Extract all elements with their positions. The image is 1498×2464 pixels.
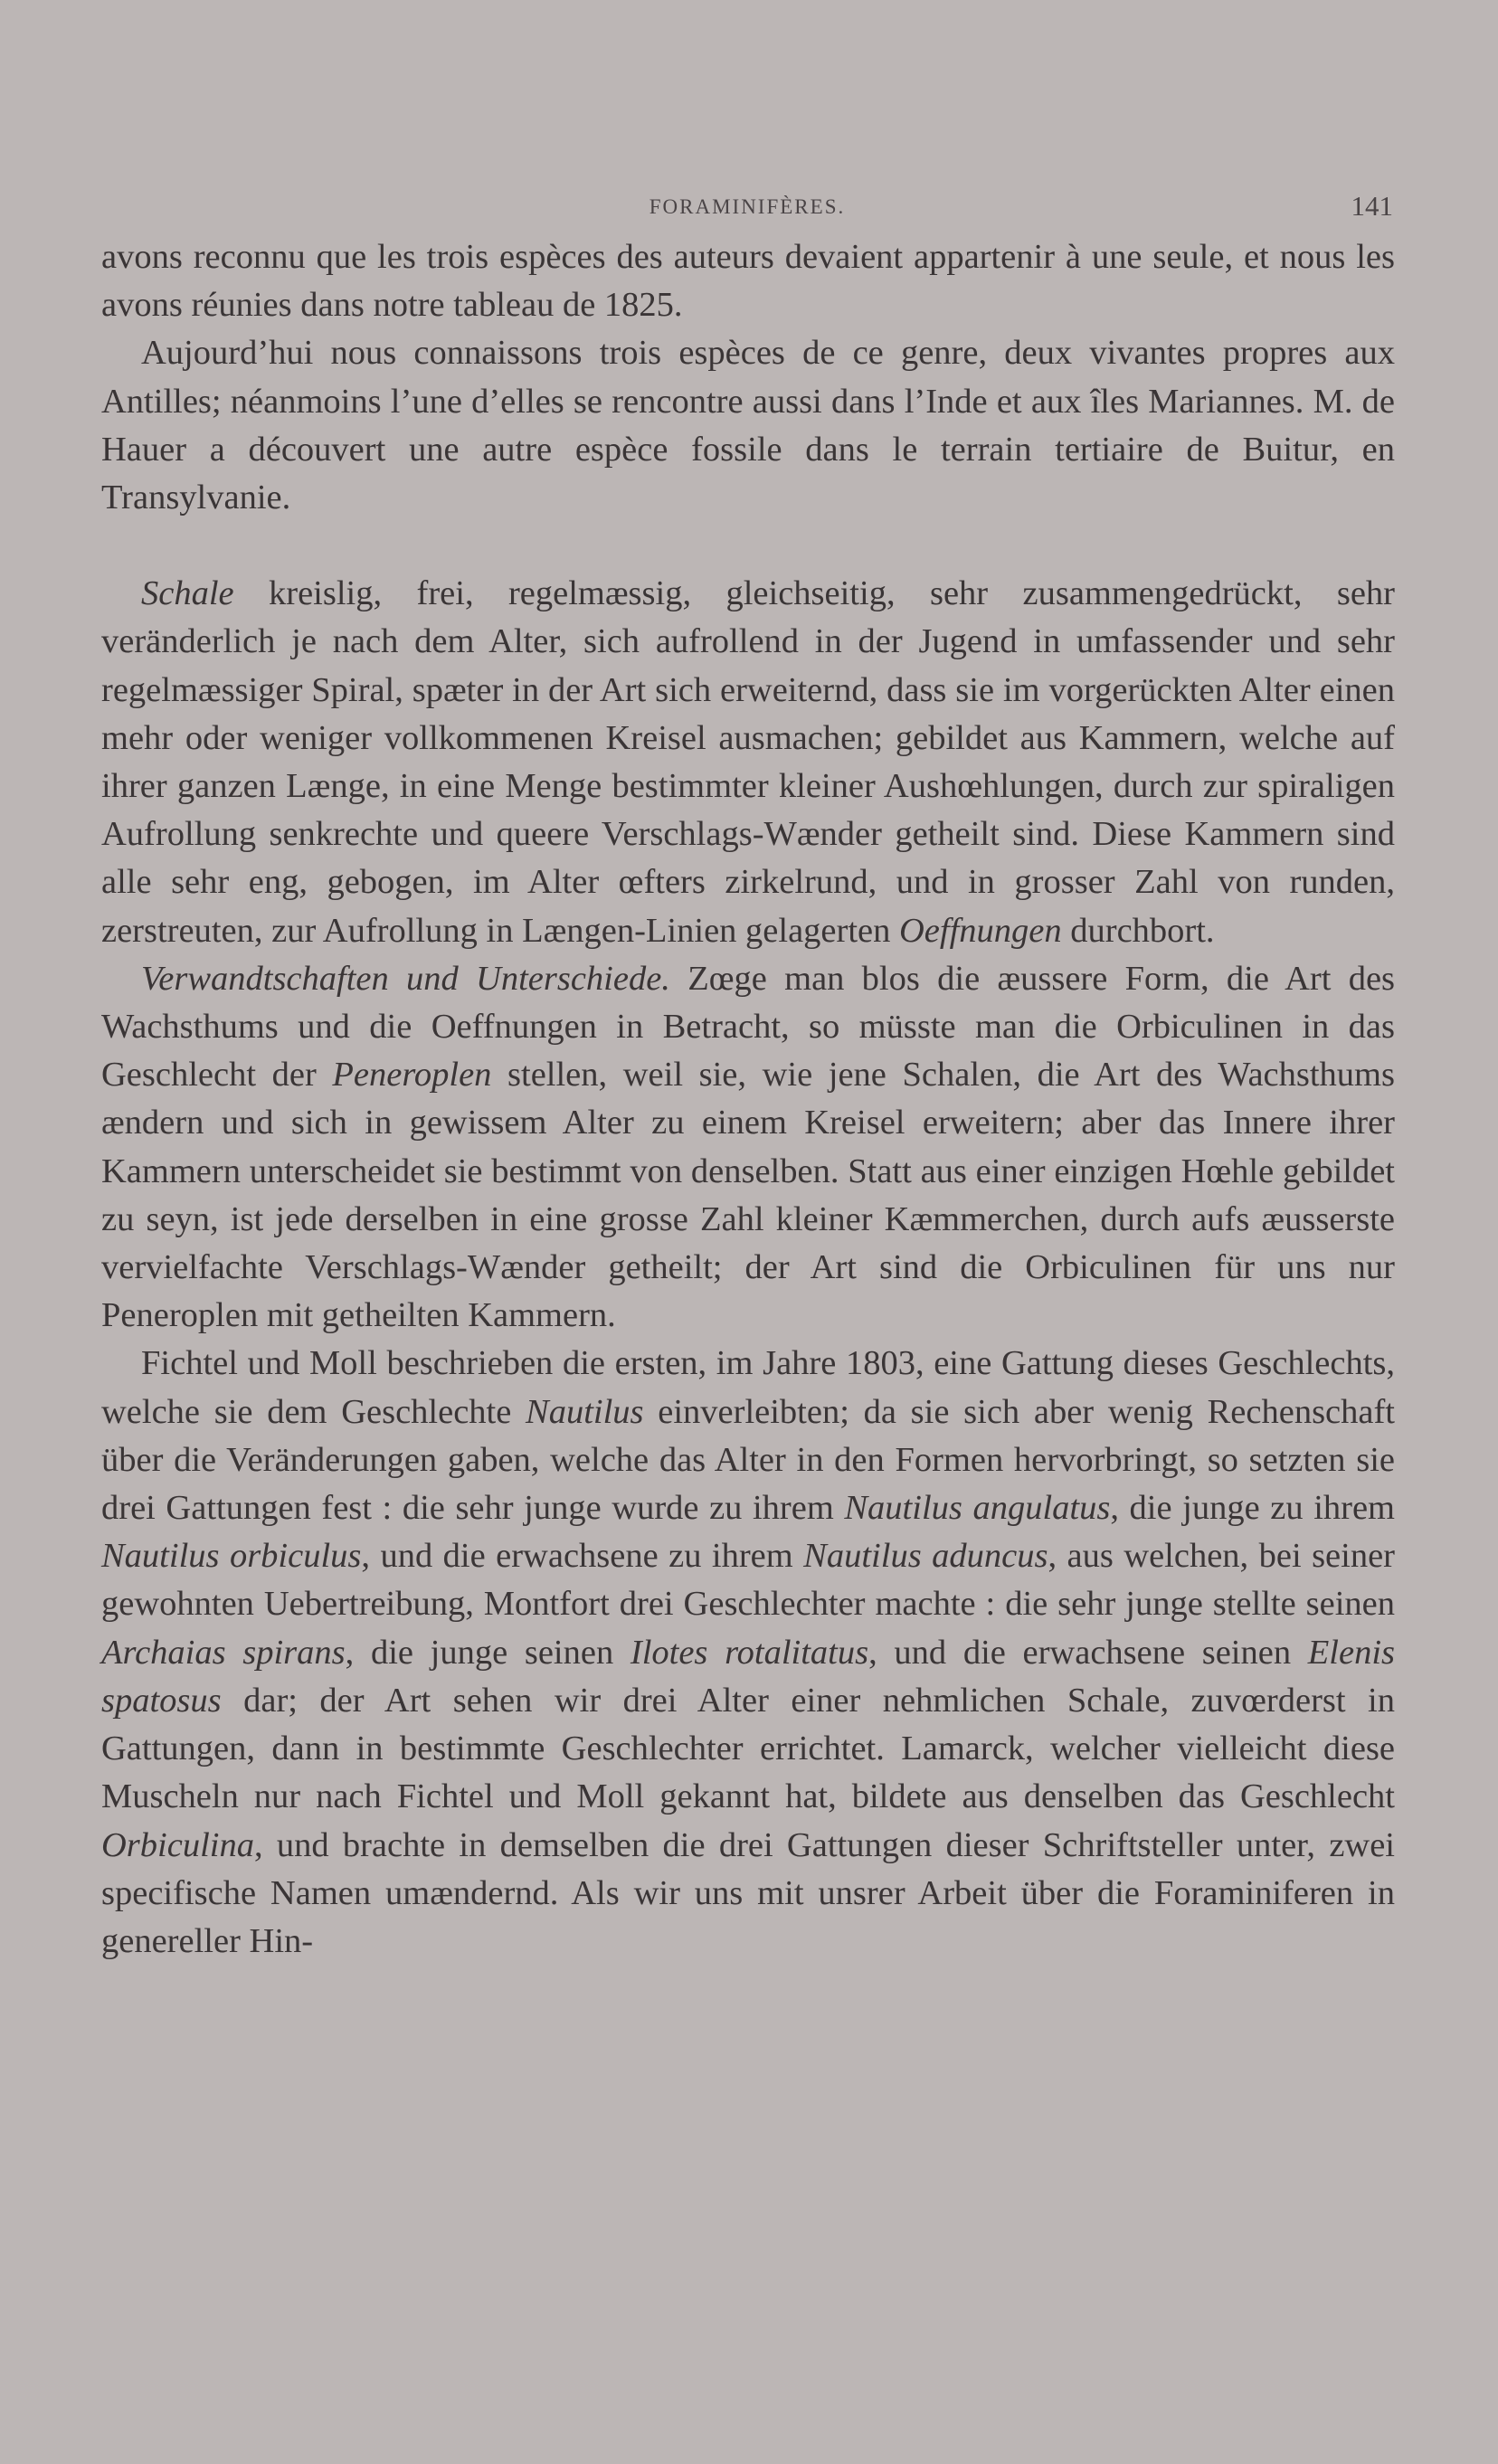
italic-term: Nautilus aduncus bbox=[803, 1537, 1048, 1576]
page-number: 141 bbox=[1351, 190, 1393, 222]
text-run: , die junge seinen bbox=[345, 1633, 630, 1672]
text-run: , die junge zu ihrem bbox=[1110, 1489, 1395, 1528]
text-run: dar; der Art sehen wir drei Alter einer nehmlichen Schale, zuvœrderst in Gattungen, dann in bestimmte Geschlechter errichtet. Lamarck, welcher vielleicht diese Muscheln nur nach Fichtel und Moll gekannt hat, bildete aus denselben das Geschlecht bbox=[101, 1681, 1395, 1816]
italic-term: Orbiculina bbox=[101, 1825, 254, 1864]
paragraph-1: avons reconnu que les trois espèces des auteurs devaient appartenir à une seule, et nous les avons réunies dans notre tableau de 1825. bbox=[101, 238, 1395, 325]
paragraph-5 bbox=[101, 1340, 1395, 1966]
italic-term: Ilotes rotalitatus bbox=[630, 1633, 869, 1672]
paragraph-2: Aujourd’hui nous connaissons trois espèces de ce genre, deux vivantes propres aux Antilles; néanmoins l’une d’elles se rencontre aussi dans l’Inde et aux îles Mariannes. M. de Hauer a découvert une autre espèce fossile dans le terrain tertiaire de Buitur, en Transylvanie. bbox=[101, 334, 1395, 517]
italic-term: Oeffnungen bbox=[899, 911, 1062, 950]
text-run: , und die erwachsene zu ihrem bbox=[361, 1537, 804, 1576]
text-run: Fichtel und Moll beschrieben die ersten, im Jahre 1803, eine Gattung dieses Geschlechts, welche sie dem Geschlechte bbox=[101, 1344, 1395, 1431]
italic-term: Nautilus angulatus bbox=[844, 1489, 1111, 1528]
paragraph-3 bbox=[101, 570, 1395, 955]
italic-term: Nautilus bbox=[526, 1392, 644, 1431]
italic-term: Peneroplen bbox=[332, 1056, 492, 1095]
italic-term: Nautilus orbiculus bbox=[101, 1537, 362, 1576]
text-run: durchbort. bbox=[1061, 911, 1215, 950]
body-text bbox=[101, 233, 1395, 1966]
text-run: , und brachte in demselben die drei Gattungen dieser Schriftsteller unter, zwei specifische Namen umændernd. Als wir uns mit unsrer Arbeit über die Foraminiferen in genereller Hin- bbox=[101, 1825, 1395, 1960]
page-header bbox=[101, 190, 1393, 226]
text-run: kreislig, frei, regelmæssig, gleichseitig, sehr zusammengedrückt, sehr veränderlich je nach dem Alter, sich aufrollend in der Jugend in umfassender und sehr regelmæssiger Spiral, spæter in der Art sich erweiternd, dass sie im vorgerückten Alter einen mehr oder weniger vollkommenen Kreisel ausmachen; gebildet aus Kammern, welche auf ihrer ganzen Længe, in eine Menge bestimmter kleiner Aushœhlungen, durch zur spiraligen Aufrollung senkrechte und queere Verschlags-Wænder getheilt sind. Diese Kammern sind alle sehr eng, gebogen, im Alter œfters zirkelrund, und in grosser Zahl von runden, zerstreuten, zur Aufrollung in Længen-Linien gelagerten bbox=[101, 574, 1395, 950]
text-run: einverleibten; da sie sich aber wenig Rechenschaft über die Veränderungen gaben, welche das Alter in den Formen hervorbringt, so setzten sie drei Gattungen fest : die sehr junge wurde zu ihrem bbox=[101, 1392, 1396, 1528]
italic-term: Schale bbox=[141, 574, 234, 613]
text-run: , aus welchen, bei seiner gewohnten Uebertreibung, Montfort drei Geschlechter machte : die sehr junge stellte seinen bbox=[101, 1537, 1396, 1624]
running-title: FORAMINIFÈRES. bbox=[649, 195, 846, 218]
section-heading-italic: Verwandtschaften und Unterschiede. bbox=[141, 959, 670, 998]
text-run: stellen, weil sie, wie jene Schalen, die Art des Wachsthums ændern und sich in gewissem Alter zu einem Kreisel erweitern; aber das Innere ihrer Kammern unterscheidet sie bestimmt von denselben. Statt aus einer einzigen Hœhle gebildet zu seyn, ist jede derselben in eine grosse Zahl kleiner Kæmmerchen, durch aufs æusserste vervielfachte Verschlags-Wænder getheilt; der Art sind die Orbiculinen für uns nur Peneroplen mit getheilten Kammern. bbox=[101, 1056, 1395, 1335]
italic-term: Archaias spirans bbox=[101, 1633, 346, 1672]
italic-term: Elenis spatosus bbox=[101, 1633, 1395, 1720]
paragraph-4 bbox=[101, 955, 1395, 1341]
text-run: Zœge man blos die æussere Form, die Art des Wachsthums und die Oeffnungen in Betracht, so müsste man die Orbiculinen in das Geschlecht der bbox=[101, 959, 1396, 1095]
text-run: , und die erwachsene seinen bbox=[868, 1633, 1308, 1672]
